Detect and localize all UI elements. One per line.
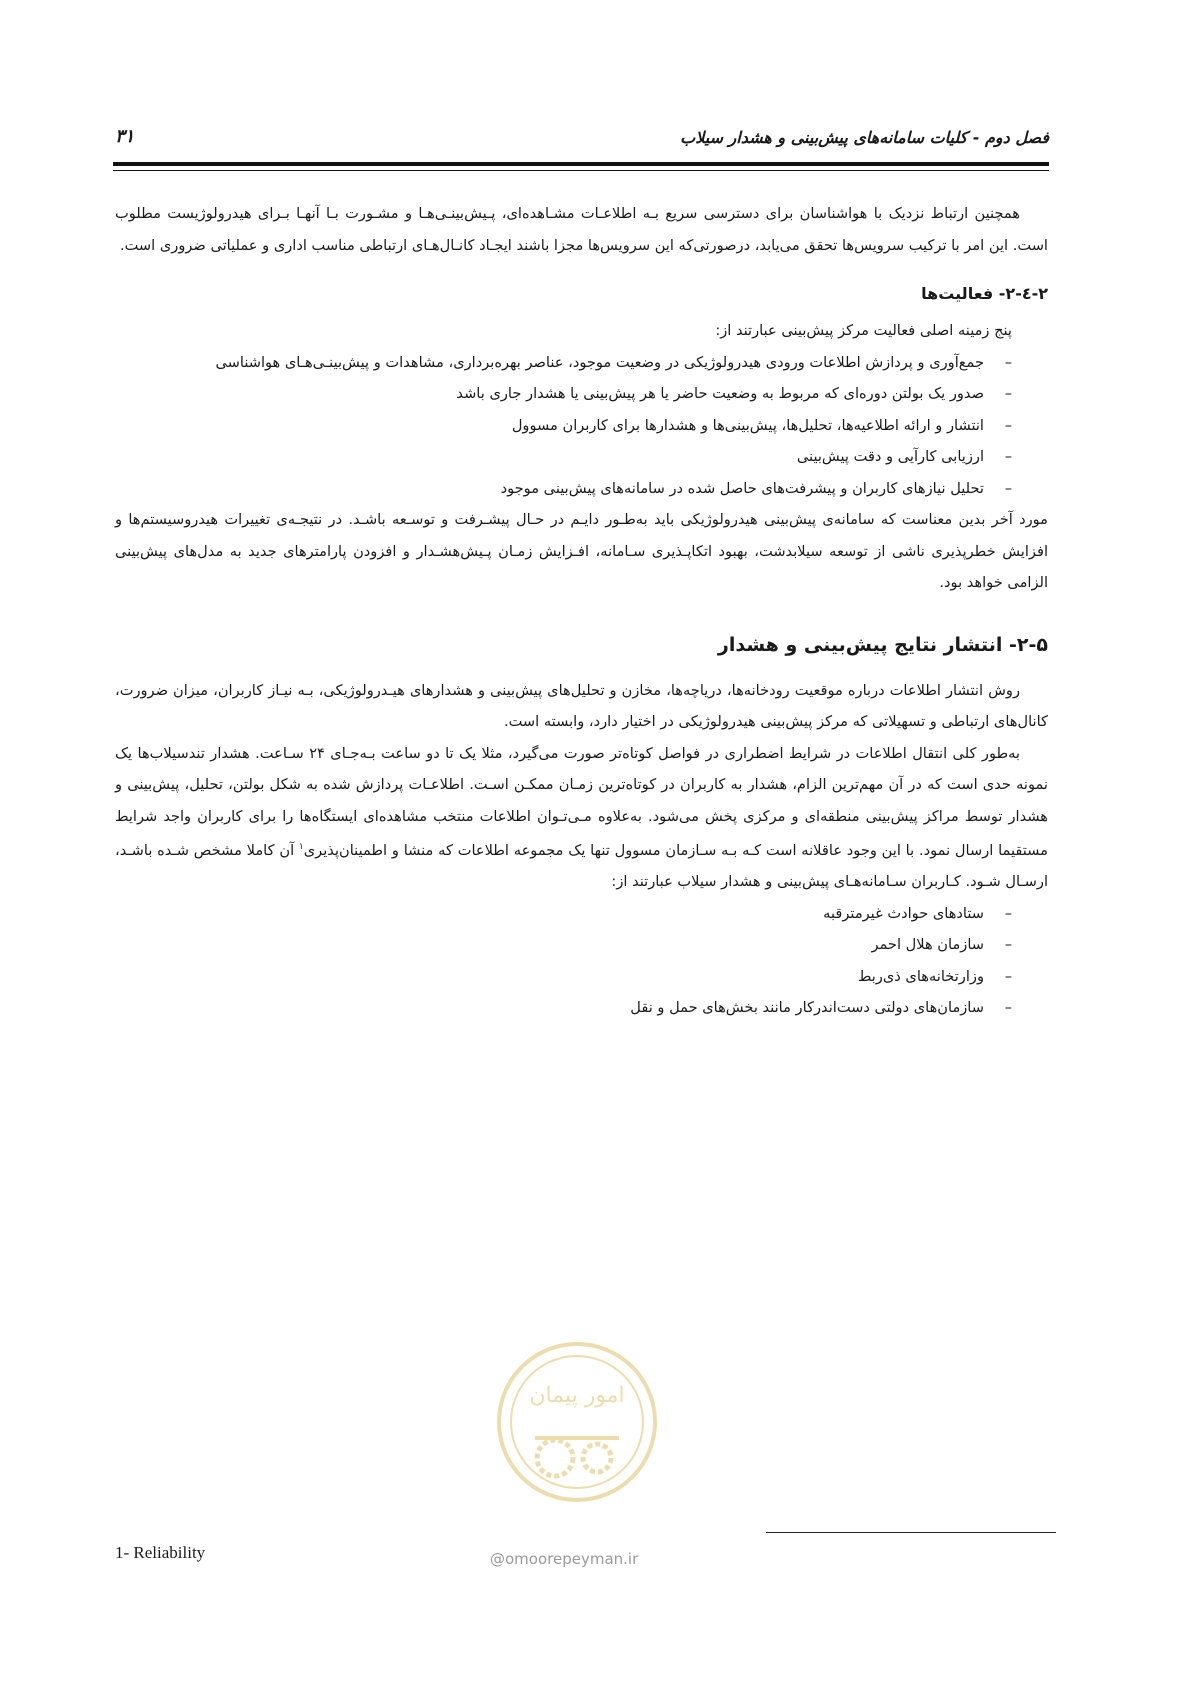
list-item [115,410,1012,442]
gear-icon [537,1440,573,1476]
activities-lead: پنج زمینه اصلی فعالیت مرکز پیش‌بینی عبارتند از: [715,322,1012,339]
gear-icon [583,1444,611,1472]
list-item-text: وزارتخانه‌های ذی‌ربط [857,967,984,985]
list-item-text: سازمان‌های دولتی دست‌اندرکار مانند بخش‌های حمل و نقل [630,999,984,1017]
section-heading-activities: ۲-٤-۲- فعالیت‌ها [921,284,1048,303]
section-heading-dissemination: ۲-۵- انتشار نتایج پیش‌بینی و هشدار [717,633,1048,656]
list-item [115,898,1012,930]
dash-bullet: – [1004,448,1012,465]
logo-text: امور پیمان [529,1383,625,1408]
list-item [115,992,1012,1024]
list-item [115,378,1012,410]
dash-bullet: – [1004,967,1012,985]
list-item [115,347,1012,379]
dash-bullet: – [1004,385,1012,402]
list-item [115,929,1012,961]
dash-bullet: – [1004,479,1012,497]
page-body [115,198,1048,1024]
list-item [115,473,1012,505]
dash-bullet: – [1004,999,1012,1017]
logo-bar [535,1436,619,1440]
footnote-separator [766,1532,1056,1533]
logo-inner-ring [511,1356,643,1488]
list-item-text: ستادهای حوادث غیرمترقبه [823,904,984,922]
list-item-text: سازمان هلال احمر [871,936,984,954]
list-item-text: جمع‌آوری و پردازش اطلاعات ورودی هیدرولوژیکی در وضعیت موجود، عناصر بهره‌برداری، مشاهدات و پیش‌بینـی‌هـای هواشناسی [215,353,984,371]
dash-bullet: – [1004,904,1012,922]
footnote-text: 1- Reliability [115,1543,206,1562]
running-header-title: فصل دوم - کلیات سامانه‌های پیش‌بینی و هشدار سیلاب [680,128,1049,147]
activities-closing-paragraph: مورد آخر بدین معناست که سامانه‌ی پیش‌بینی هیدرولوژیکی باید به‌طـور دایـم در حـال پیشـرفت و توسـعه باشـد. در نتیجـه‌ی تغییرات هیدروسیستم‌ها و افزایش خطرپذیری ناشی از توسعه سیلابدشت، بهبود اتکاپـذیری سـامانه، افـزایش زمـان پـیش‌هشـدار و افزودن پارامترهای جدید به مدل‌های پیش‌بینی الزامی خواهد بود. [115,511,1048,591]
footnote-reference[interactable]: ۱ [298,842,304,852]
paragraph-text: به‌طور کلی انتقال اطلاعات در شرایط اضطراری در فواصل کوتاه‌تر صورت می‌گیرد، مثلا یک تا دو ساعت بـه‌جـای ۲۴ سـاعت. هشدار تندسیلاب‌ها یک نمونه حدی است که در آن مهم‌ترین الزام، هشدار به کاربران در کوتاه‌ترین زمـان ممکـن اسـت. اطلاعـات پردازش شده به شکل بولتن، تحلیل، پیش‌بینی و هشدار توسط مراکز پیش‌بینی منطقه‌ای و مرکزی پخش می‌شود. به‌علاوه مـی‌تـوان اطلاعات منتخب مشاهده‌ای ایستگاه‌ها را برای کاربران واجد شرایط مستقیما ارسال نمود. با این وجود عاقلانه است کـه بـه سـازمان مسوول تنها یک مجموعه اطلاعات که منشا و اطمینان‌پذیری [115,744,1048,859]
list-item-text: انتشار و ارائه اطلاعیه‌ها، تحلیل‌ها، پیش‌بینی‌ها و هشدارها برای کاربران مسوول [511,416,984,434]
intro-paragraph: همچنین ارتباط نزدیک با هواشناسان برای دسترسی سریع بـه اطلاعـات مشـاهده‌ای، پـیش‌بینـی‌هـا و مشـورت بـا آنهـا بـرای هیدرولوژیست مطلوب است. این امر با ترکیب سرویس‌ها تحقق می‌یابد، درصورتی‌که این سرویس‌ها مجزا باشند ایجـاد کانـال‌هـای ارتباطی مناسب اداری و عملیاتی ضروری است. [115,205,1048,254]
list-item [115,441,1012,473]
dissemination-paragraph-1: روش انتشار اطلاعات درباره موقعیت رودخانه‌ها، دریاچه‌ها، مخازن و تحلیل‌های پیش‌بینی و هشدارهای هیـدرولوژیکی، بـه نیـاز کاربران، میزان ضرورت، کانال‌های ارتباطی و تسهیلاتی که مرکز پیش‌بینی هیدرولوژیکی در اختیار دارد، وابسته است. [115,681,1048,730]
logo-outer-ring [499,1344,655,1500]
header-rule-thin [113,170,1049,171]
page-number: ۳۱ [115,126,135,147]
dissemination-paragraph-2 [115,738,1048,898]
header-rule-thick [113,162,1049,166]
dash-bullet: – [1004,353,1012,371]
paragraph-text: آن کاملا مشخص شـده باشـد، ارسـال شـود. کـاربران سـامانه‌هـای پیش‌بینی و هشدار سیلاب عبارتند از: [115,841,1048,891]
list-item-text: صدور یک بولتن دوره‌ای که مربوط به وضعیت حاضر یا هر پیش‌بینی یا هشدار جاری باشد [456,385,984,402]
activities-list [115,347,1048,505]
users-list [115,898,1048,1024]
list-item-text: ارزیابی کارآیی و دقت پیش‌بینی [796,448,984,465]
dash-bullet: – [1004,936,1012,954]
dash-bullet: – [1004,416,1012,434]
list-item [115,961,1012,993]
watermark-logo-icon [495,1340,660,1505]
watermark-url: @omoorepeyman.ir [490,1550,639,1568]
list-item-text: تحلیل نیازهای کاربران و پیشرفت‌های حاصل شده در سامانه‌های پیش‌بینی موجود [500,479,984,497]
